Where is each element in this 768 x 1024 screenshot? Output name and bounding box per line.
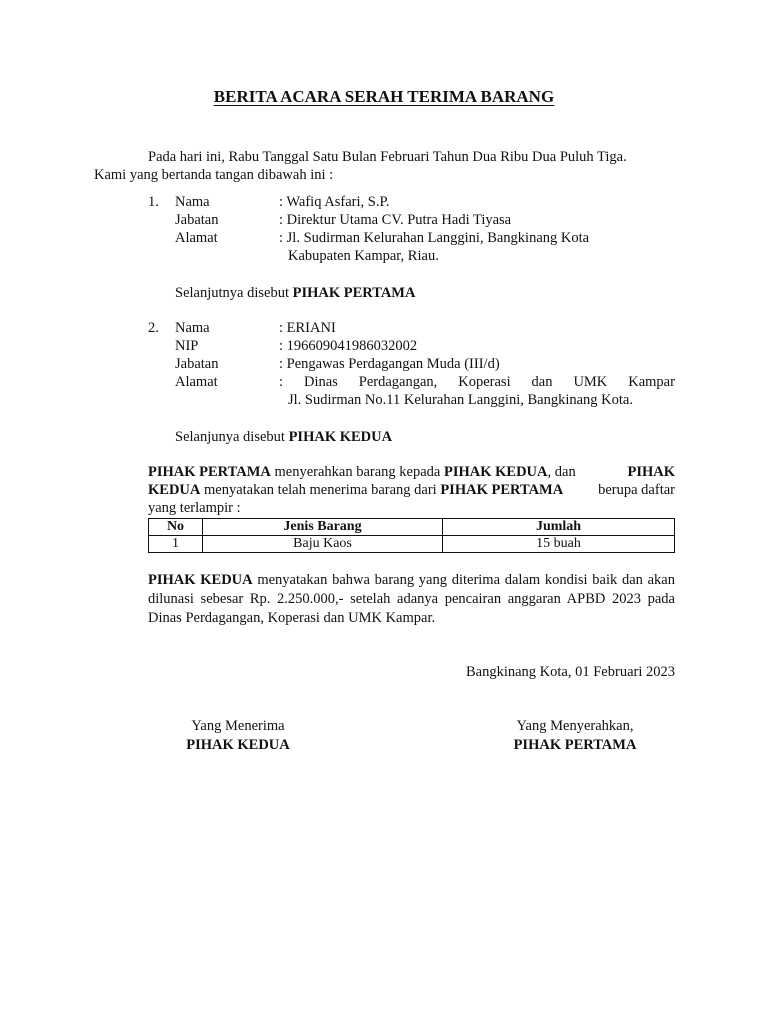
table-header-no: No	[149, 519, 203, 536]
party1-jabatan-value: : Direktur Utama CV. Putra Hadi Tiyasa	[279, 212, 512, 228]
party1-called-prefix: Selanjutnya disebut	[175, 285, 293, 301]
party2-jabatan-value: : Pengawas Perdagangan Muda (III/d)	[279, 356, 500, 372]
party2-alamat-value-1	[279, 373, 675, 391]
party2-nama-label: Nama	[175, 320, 210, 336]
party2-alamat-word: Koperasi	[458, 374, 511, 390]
party2-nip-value: : 196609041986032002	[279, 338, 418, 354]
party2-alamat-word: :	[279, 374, 284, 390]
table-cell-jumlah: 15 buah	[443, 536, 675, 553]
table-cell-no: 1	[149, 536, 203, 553]
place-date: Bangkinang Kota, 01 Februari 2023	[465, 664, 675, 680]
intro-line-2: Kami yang bertanda tangan dibawah ini :	[94, 167, 334, 183]
table-row	[149, 536, 675, 553]
party2-jabatan-label: Jabatan	[175, 356, 219, 372]
handover-line-2	[148, 481, 675, 499]
statement-text: menyatakan bahwa barang yang diterima dalam kondisi baik dan akan dilunasi sebesar Rp. 2.250.000,- setelah adanya pencairan anggaran APBD 2023 pada Dinas Perdagangan, Koperasi dan UMK Kampar.	[148, 572, 675, 626]
party2-alamat-word: dan	[531, 374, 553, 390]
handover-text: menyerahkan barang kepada	[270, 464, 444, 480]
party2-nip-label: NIP	[175, 338, 199, 354]
handover-text: berupa daftar	[598, 482, 675, 498]
party1-nama-value: : Wafiq Asfari, S.P.	[279, 194, 390, 210]
handover-text: menyatakan telah menerima barang dari	[200, 482, 441, 498]
party2-alamat-word: Dinas	[303, 374, 338, 390]
handover-pihak-kedua: PIHAK KEDUA	[443, 464, 548, 480]
signature-left-role: Yang Menerima	[191, 718, 285, 734]
party2-called	[175, 428, 392, 446]
statement-pihak-kedua: PIHAK KEDUA	[148, 572, 253, 588]
party1-alamat-value-2: Kabupaten Kampar, Riau.	[288, 248, 439, 264]
statement-paragraph	[148, 571, 675, 628]
party1-called	[175, 284, 415, 302]
party1-jabatan-label: Jabatan	[175, 212, 219, 228]
signature-right-name: PIHAK PERTAMA	[513, 737, 637, 753]
handover-pihak-pertama: PIHAK PERTAMA	[148, 464, 271, 480]
party1-called-name: PIHAK PERTAMA	[292, 285, 416, 301]
table-cell-jenis-barang: Baju Kaos	[203, 536, 443, 553]
party2-nama-value: : ERIANI	[279, 320, 336, 336]
items-table	[148, 518, 675, 553]
party2-number: 2.	[148, 320, 159, 336]
document-title: BERITA ACARA SERAH TERIMA BARANG	[213, 87, 555, 106]
party2-alamat-word: UMK	[573, 374, 608, 390]
party1-number: 1.	[148, 194, 159, 210]
handover-line-3: yang terlampir :	[148, 500, 241, 516]
table-header-jenis-barang: Jenis Barang	[203, 519, 443, 536]
handover-line-1-text	[148, 463, 576, 481]
party1-nama-label: Nama	[175, 194, 210, 210]
party2-alamat-value-2: Jl. Sudirman No.11 Kelurahan Langgini, Bangkinang Kota.	[288, 392, 633, 408]
handover-pihak-pertama: PIHAK PERTAMA	[440, 482, 564, 498]
handover-kedua: KEDUA	[148, 482, 201, 498]
party1-alamat-value-1: : Jl. Sudirman Kelurahan Langgini, Bangkinang Kota	[279, 230, 590, 246]
party2-alamat-word: Perdagangan,	[358, 374, 438, 390]
intro-line-1: Pada hari ini, Rabu Tanggal Satu Bulan Februari Tahun Dua Ribu Dua Puluh Tiga.	[148, 149, 627, 165]
handover-pihak: PIHAK	[627, 464, 675, 480]
party2-alamat-word: Kampar	[628, 374, 675, 390]
party2-called-name: PIHAK KEDUA	[288, 429, 393, 445]
party1-alamat-label: Alamat	[175, 230, 218, 246]
handover-text: , dan	[547, 464, 576, 480]
table-header-row	[149, 519, 675, 536]
table-header-jumlah: Jumlah	[443, 519, 675, 536]
handover-line-1	[148, 463, 675, 481]
signature-right-role: Yang Menyerahkan,	[516, 718, 634, 734]
party2-called-prefix: Selanjunya disebut	[175, 429, 289, 445]
party2-alamat-label: Alamat	[175, 374, 218, 390]
signature-left-name: PIHAK KEDUA	[186, 737, 290, 753]
handover-line-2-text	[148, 481, 563, 499]
